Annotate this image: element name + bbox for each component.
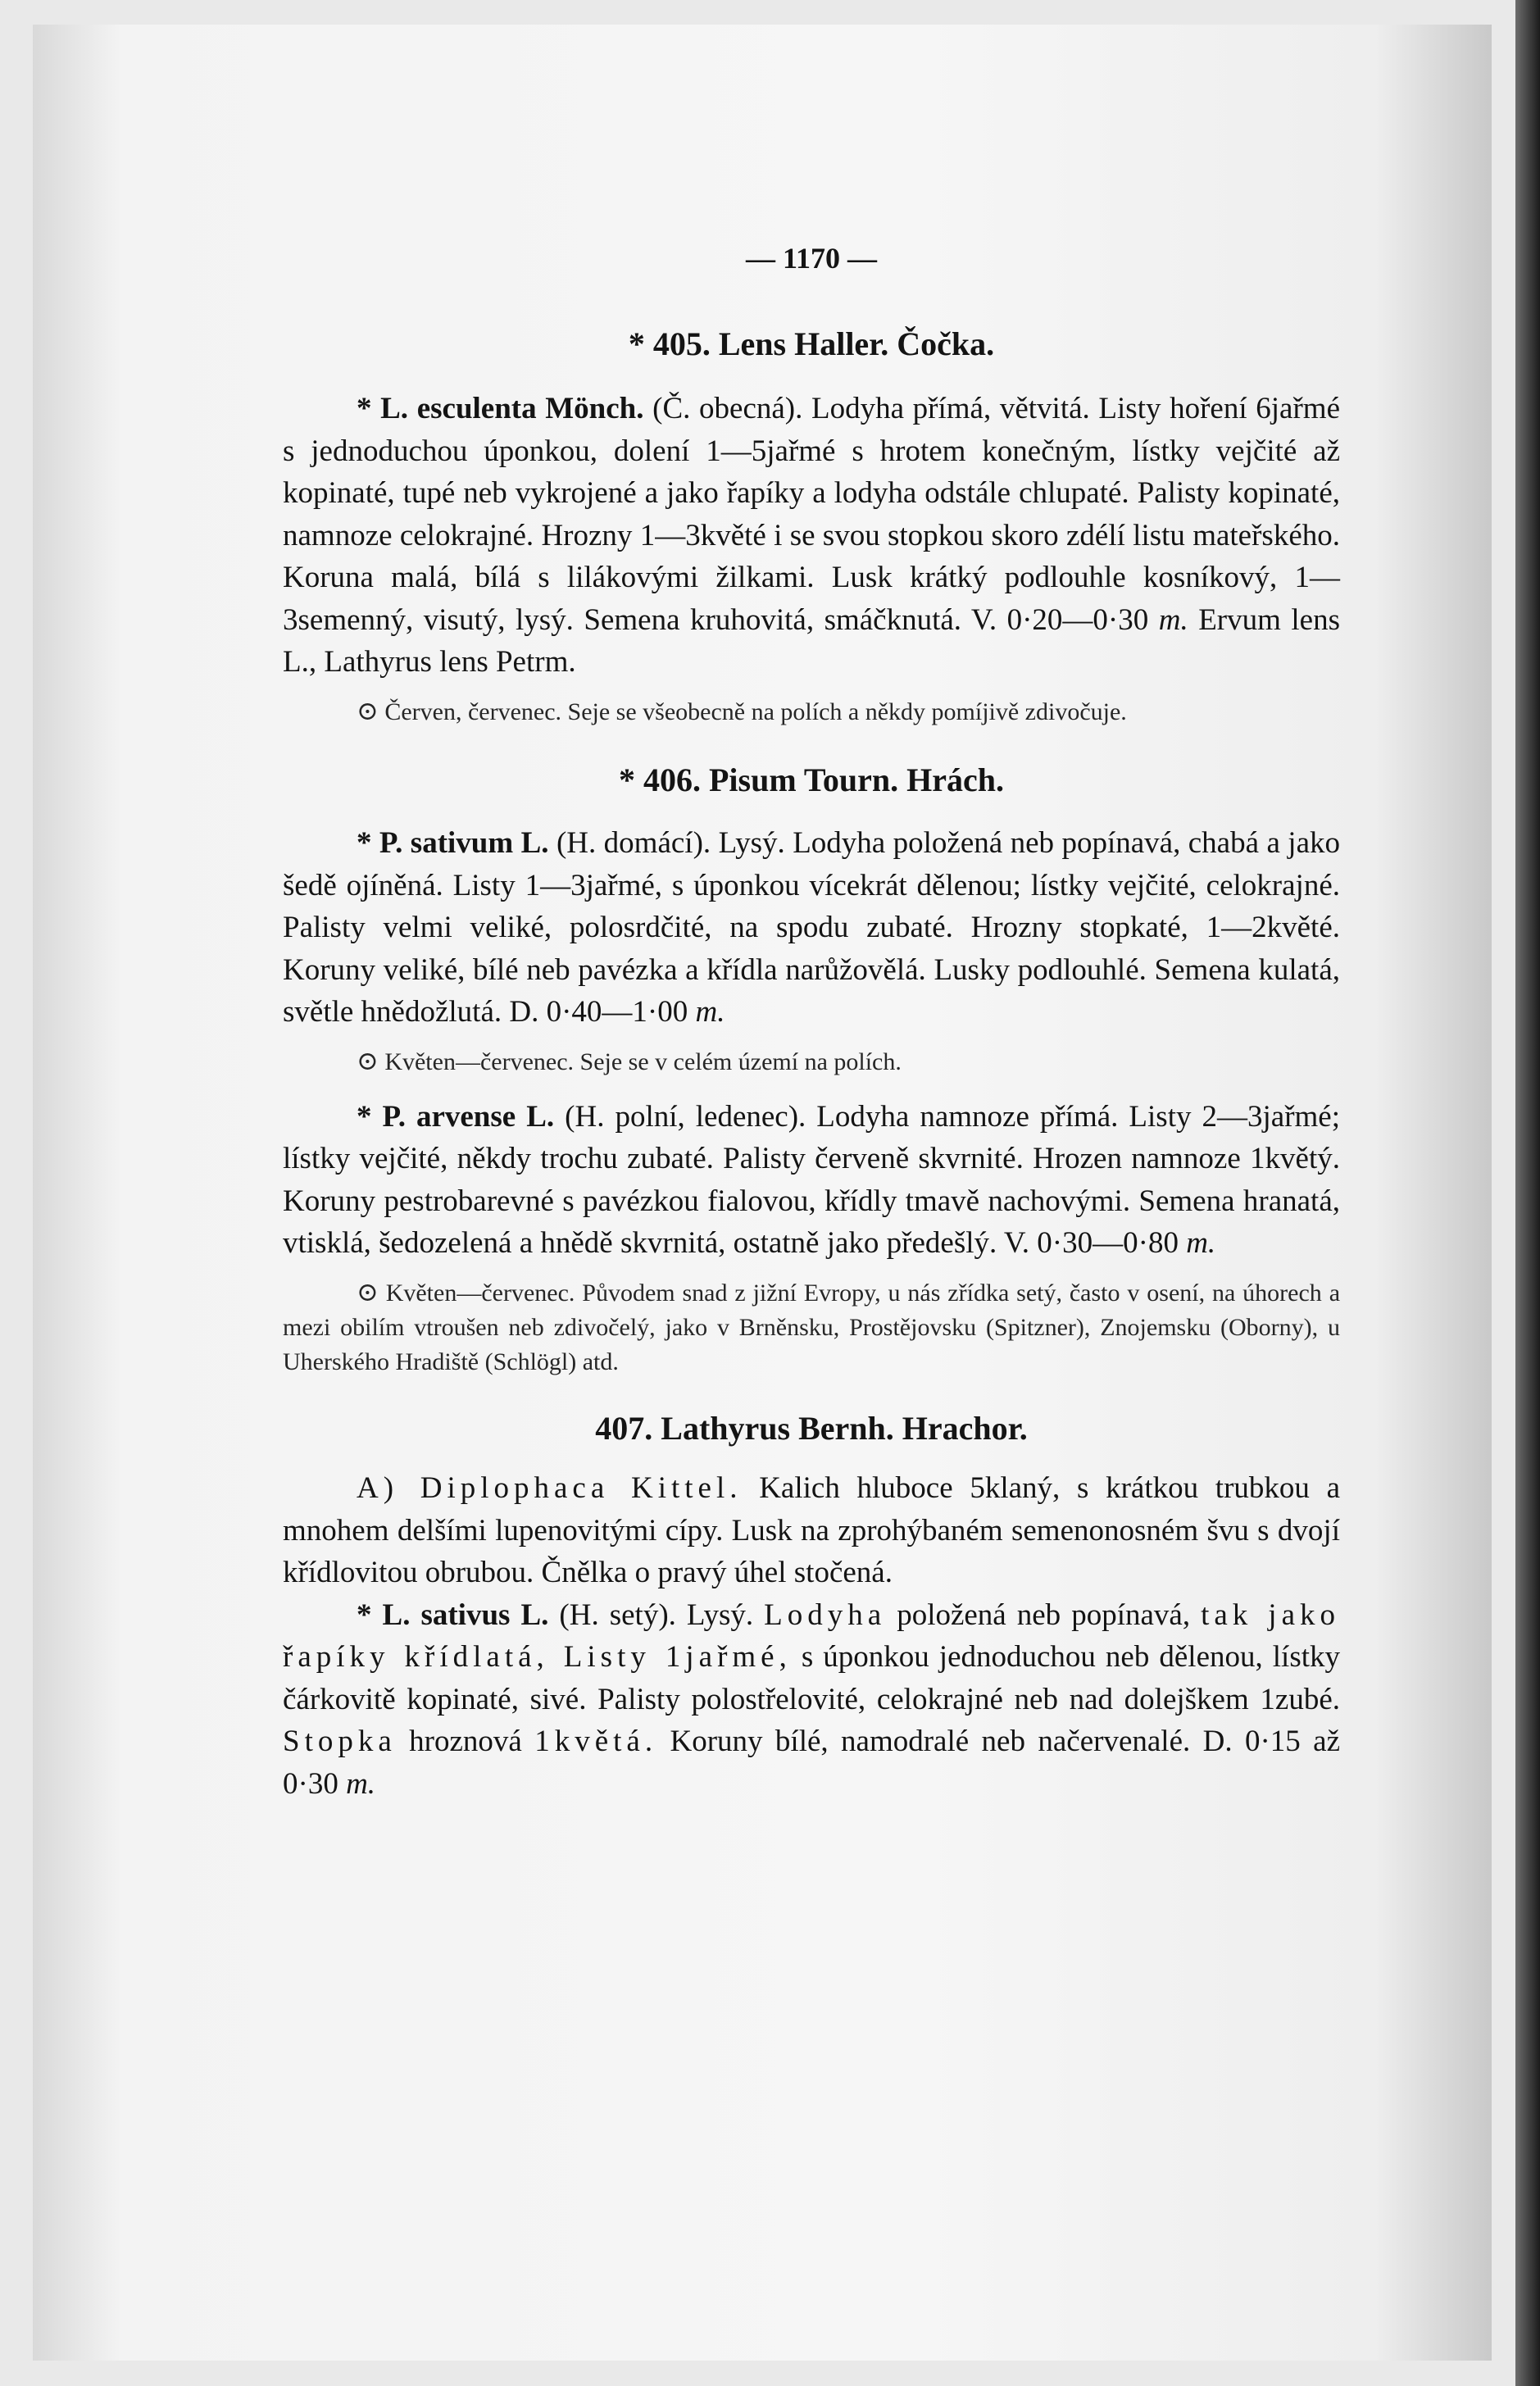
species-pisum-sativum — [283, 822, 1340, 1034]
species-description: (H. domácí). Lysý. Lodyha položená neb popínavá, chabá a jako šedě ojíněná. Listy 1—3jařmé, s úponkou vícekrát dělenou; lístky vejčité, celokrajné. Palisty velmi veliké, polosrdčité, na spodu zubaté. Hrozny stopkaté, 1—2květé. Koruny veliké, bílé neb pavézka a křídla narůžovělá. Lusky podlouhlé. Semena kulatá, světle hnědožlutá. D. 0·40—1·00 — [283, 826, 1340, 1029]
unit: m. — [346, 1766, 376, 1801]
text-column — [283, 238, 1340, 1805]
species-name: * P. sativum L. — [357, 826, 549, 860]
species-pisum-arvense — [283, 1096, 1340, 1265]
synonyms: Ervum lens L., Lathyrus lens Petrm. — [283, 602, 1341, 679]
species-intro: (H. setý). Lysý. — [559, 1597, 754, 1632]
species-lens-esculenta — [283, 388, 1340, 684]
genus-heading-407: 407. Lathyrus Bernh. Hrachor. — [595, 1409, 1028, 1447]
unit: m. — [695, 995, 725, 1029]
spaced-term: Lodyha — [764, 1597, 887, 1632]
unit: m. — [1186, 1226, 1216, 1260]
species-description: (Č. obecná). Lodyha přímá, větvitá. Listy hoření 6jařmé s jednoduchou úponkou, dolení 1—5jařmé s hrotem konečným, lístky vejčité až kopinaté, tupé neb vykrojené a jako řapíky a lodyha odstále chlupaté. Palisty kopinaté, namnoze celokrajné. Hrozny 1—3květé i se svou stopkou skoro zdélí listu mateřského. Koruna malá, bílá s lilákovými žilkami. Lusk krátký podlouhle kosníkový, 1—3semenný, visutý, lysý. Semena kruhovitá, smáčknutá. V. 0·20—0·30 — [283, 392, 1340, 637]
annual-symbol-icon: ⊙ — [357, 1276, 379, 1307]
annual-symbol-icon: ⊙ — [357, 1045, 379, 1075]
habitat-note — [283, 1275, 1340, 1379]
spaced-term: 1květá. — [534, 1725, 658, 1758]
page-number: — 1170 — — [745, 242, 877, 275]
species-description: s úponkou jednoduchou neb dělenou, lístky čárkovitě kopinaté, sivé. Palisty polostřelovité, celokrajné neb nad dolejškem 1zubé. — [283, 1640, 1340, 1716]
annual-symbol-icon: ⊙ — [357, 695, 379, 725]
species-lathyrus-sativus — [283, 1594, 1340, 1806]
note-text: Květen—červenec. Seje se v celém území na polích. — [384, 1048, 902, 1075]
species-description: hroznová — [409, 1725, 522, 1758]
note-text: Červen, červenec. Seje se všeobecně na polích a někdy pomíjivě zdivočuje. — [384, 698, 1127, 725]
unit: m. — [1158, 602, 1188, 637]
species-name: * L. sativus L. — [357, 1597, 549, 1632]
species-description: položená neb popínavá, — [897, 1597, 1191, 1632]
species-name: * P. arvense L. — [357, 1099, 555, 1134]
species-description: Koruny bílé, namodralé neb načervenalé. D. 0·15 až 0·30 — [283, 1725, 1341, 1801]
genus-heading-406: * 406. Pisum Tourn. Hrách. — [618, 761, 1005, 798]
species-description: (H. polní, ledenec). Lodyha namnoze přímá. Listy 2—3jařmé; lístky vejčité, někdy trochu zubaté. Palisty červeně skvrnité. Hrozen namnoze 1květý. Koruny pestrobarevné s pavézkou fialovou, křídly tmavě nachovými. Semena hranatá, vtisklá, šedozelená a hnědě skvrnitá, ostatně jako předešlý. V. 0·30—0·80 — [283, 1099, 1340, 1260]
species-name: * L. esculenta Mönch. — [357, 392, 644, 425]
spaced-term: tak jako řapíky křídlatá, Listy 1jařmé, — [283, 1597, 1340, 1674]
genus-heading-405: * 405. Lens Haller. Čočka. — [628, 325, 995, 362]
section-description: Kalich hluboce 5klaný, s krátkou trubkou a mnohem delšími lupenovitými cípy. Lusk na zprohýbaném semenonosném švu s dvojí křídlovitou obrubou. Čnělka o pravý úhel stočená. — [283, 1471, 1341, 1589]
note-text: Květen—červenec. Původem snad z jižní Evropy, u nás zřídka setý, často v osení, na úhorech a mezi obilím vtroušen neb zdivočelý, jako v Brněnsku, Prostějovsku (Spitzner), Znojemsku (Oborny), u Uherského Hradiště (Schlögl) atd. — [283, 1279, 1341, 1375]
habitat-note — [283, 1043, 1340, 1079]
spaced-term: Stopka — [283, 1725, 397, 1758]
habitat-note — [283, 693, 1340, 729]
page-edge-shadow — [1515, 0, 1540, 2386]
section-label: A) Diplophaca Kittel. — [357, 1471, 743, 1505]
section-diplophaca — [283, 1467, 1340, 1594]
